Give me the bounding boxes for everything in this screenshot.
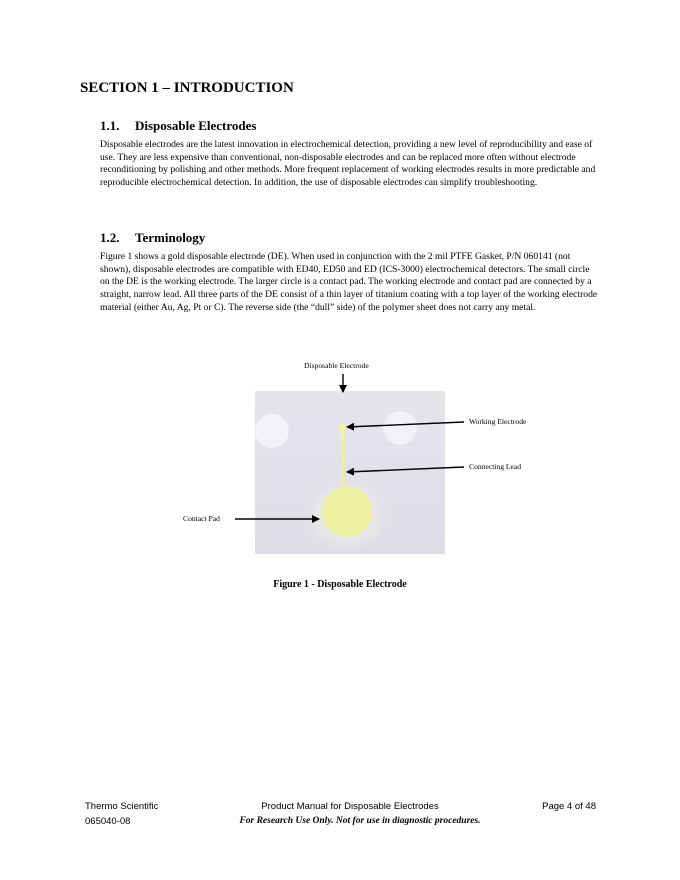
label-connecting-lead: Connecting Lead [469, 462, 522, 471]
footer-company: Thermo Scientific [85, 801, 159, 812]
label-contact-pad: Contact Pad [183, 514, 220, 523]
working-electrode [339, 424, 346, 431]
subsection-title: Terminology [135, 230, 206, 245]
subsection-title: Disposable Electrodes [135, 118, 257, 133]
mounting-hole [383, 411, 417, 445]
contact-pad [322, 487, 372, 537]
mounting-hole [255, 414, 289, 448]
subsection-heading-1-1 [100, 118, 256, 134]
footer-manual-title: Product Manual for Disposable Electrodes [261, 801, 439, 812]
footer-doc-number: 065040-08 [85, 816, 131, 827]
label-disposable-electrode: Disposable Electrode [304, 361, 369, 370]
paragraph-terminology: Figure 1 shows a gold disposable electrode (DE). When used in conjunction with the 2 mil PTFE Gasket, P/N 060141 (not shown), disposable electrodes are compatible with ED40, ED50 and ED (ICS-3000) electrochemical detectors. The small circle on the DE is the working electrode. The larger circle is a contact pad. The working electrode and contact pad are connected by a straight, narrow lead. All three parts of the DE consist of a thin layer of titanium coating with a top layer of the working electrode material (either Au, Ag, Pt or C). The reverse side (the “dull” side) of the polymer sheet does not carry any metal. [100, 251, 598, 313]
subsection-number: 1.2. [100, 230, 120, 245]
footer-disclaimer: For Research Use Only. Not for use in diagnostic procedures. [239, 816, 481, 826]
paragraph-disposable-electrodes: Disposable electrodes are the latest innovation in electrochemical detection, providing a new level of reproducibility and ease of use. They are less expensive than conventional, non-disposable electrodes and can be replaced more often without electrode reconditioning by polishing and other methods. More frequent replacement of working electrodes results in more predictable and reproducible electrochemical detection. In addition, the use of disposable electrodes can simplify troubleshooting. [100, 139, 596, 189]
footer-page-number: Page 4 of 48 [542, 801, 596, 812]
disposable-electrode-photo [255, 391, 445, 554]
section-title: SECTION 1 – INTRODUCTION [80, 80, 294, 96]
figure-caption: Figure 1 - Disposable Electrode [273, 579, 407, 590]
subsection-number: 1.1. [100, 118, 120, 133]
subsection-heading-1-2 [100, 230, 205, 246]
label-working-electrode: Working Electrode [469, 417, 527, 426]
electrode-illustration [255, 391, 445, 554]
